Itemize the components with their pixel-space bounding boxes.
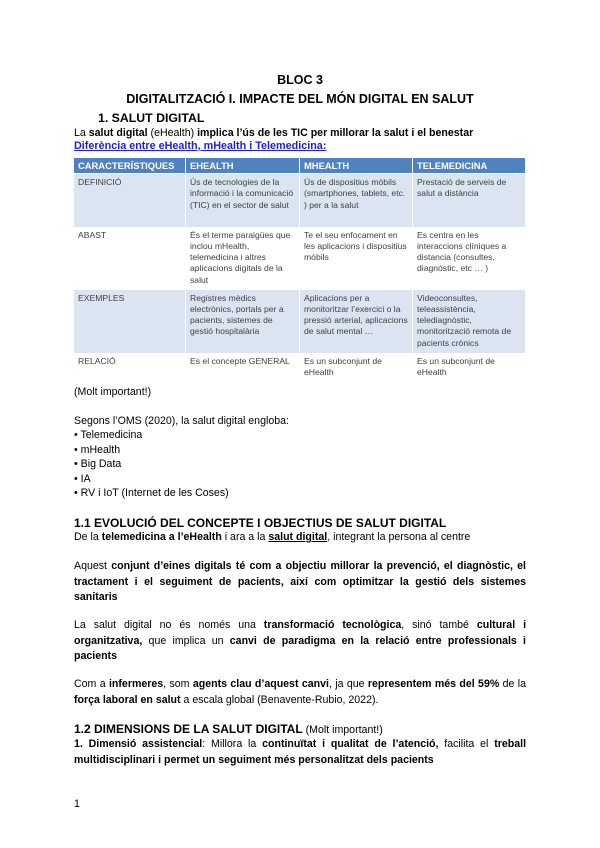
comparison-table — [73, 157, 526, 381]
table-cell: Ús de dispositius mòbils (smartphones, tablets, etc. ) per a la salut — [300, 174, 413, 227]
section-1-2-heading: 1.2 DIMENSIONS DE LA SALUT DIGITAL (Molt important!) — [74, 722, 383, 736]
list-item: • mHealth — [74, 443, 121, 456]
dimension-1-paragraph: 1. Dimensió assistencial: Millora la continuïtat i qualitat de l’atenció, facilita el treball multidisciplinari i permet un seguiment més personalitzat dels pacients — [74, 738, 527, 766]
table-cell: Aplicacions per a monitoritzar l’exercici o la pressió arterial, aplicacions de salut mental … — [300, 290, 413, 353]
section-1-1-heading: 1.1 EVOLUCIÓ DEL CONCEPTE I OBJECTIUS DE SALUT DIGITAL — [74, 516, 447, 530]
evolution-line: De la telemedicina a l’eHealth i ara a la salut digital, integrant la persona al centre — [74, 531, 471, 543]
nurses-paragraph: Com a infermeres, som agents clau d’aquest canvi, ja que representem més del 59% de la força laboral en salut a escala global (Benavente-Rubio, 2022). — [74, 678, 527, 706]
column-header: EHEALTH — [186, 158, 300, 174]
table-cell: Es un subconjunt de eHealth — [413, 353, 526, 381]
transformation-paragraph: La salut digital no és només una transformació tecnològica, sinó també cultural i organitzativa, que implica un canvi de paradigma en la relació entre professionals i pacients — [74, 619, 527, 662]
table-cell: Ús de tecnologies de la informació i la comunicació (TIC) en el sector de salut — [186, 174, 300, 227]
table-row — [74, 227, 526, 290]
page-title: DIGITALITZACIÓ I. IMPACTE DEL MÓN DIGITAL EN SALUT — [126, 92, 474, 106]
table-cell: Es el concepte GENERAL — [186, 353, 300, 381]
table-cell: Registres mèdics electrònics, portals per a pacients, sistemes de gestió hospitalària — [186, 290, 300, 353]
oms-list — [74, 428, 229, 501]
table-cell: És el terme paraigües que inclou mHealth, telemedicina i altres aplicacions digitals de la salut — [186, 227, 300, 290]
column-header: MHEALTH — [300, 158, 413, 174]
table-cell: Videoconsultes, teleassistència, telediagnòstic, monitorització remota de pacients crònics — [413, 290, 526, 353]
comparison-link[interactable]: Diferència entre eHealth, mHealth i Telemedicina: — [74, 140, 327, 152]
column-header: TELEMEDICINA — [413, 158, 526, 174]
table-row — [74, 353, 526, 381]
table-cell: DEFINICIÓ — [74, 174, 186, 227]
table-cell: RELACIÓ — [74, 353, 186, 381]
table-cell: Es centra en les interaccions clíniques a distancia (consultes, diagnòstic, etc … ) — [413, 227, 526, 290]
objectives-paragraph: Aquest conjunt d’eines digitals té com a objectiu millorar la prevenció, el diagnòstic, el tractament i el seguiment de pacients, així com optimitzar la gestió dels sistemes sanitaris — [74, 560, 526, 603]
section-1-heading: 1. SALUT DIGITAL — [98, 111, 205, 125]
intro-paragraph: La salut digital (eHealth) implica l’ús de les TIC per millorar la salut i el benestar — [74, 127, 474, 139]
list-item: • IA — [74, 472, 91, 485]
table-cell: EXEMPLES — [74, 290, 186, 353]
page-number: 1 — [74, 798, 80, 810]
table-row — [74, 290, 526, 353]
column-header: CARACTERÍSTIQUES — [74, 158, 186, 174]
table-row — [74, 174, 526, 227]
oms-intro: Segons l’OMS (2020), la salut digital engloba: — [74, 415, 289, 427]
table-cell: Prestació de serveis de salut a distància — [413, 174, 526, 227]
bloc-heading: BLOC 3 — [277, 73, 323, 87]
list-item: • Telemedicina — [74, 429, 143, 441]
important-note: (Molt important!) — [74, 386, 152, 398]
list-item: • RV i IoT (Internet de les Coses) — [74, 487, 229, 499]
table-cell: ABAST — [74, 227, 186, 290]
table-cell: Te el seu enfocament en les aplicacions i dispositius mòbils — [300, 227, 413, 290]
table-header-row — [74, 158, 526, 174]
list-item: • Big Data — [74, 458, 122, 470]
table-cell: Es un subconjunt de eHealth — [300, 353, 413, 381]
